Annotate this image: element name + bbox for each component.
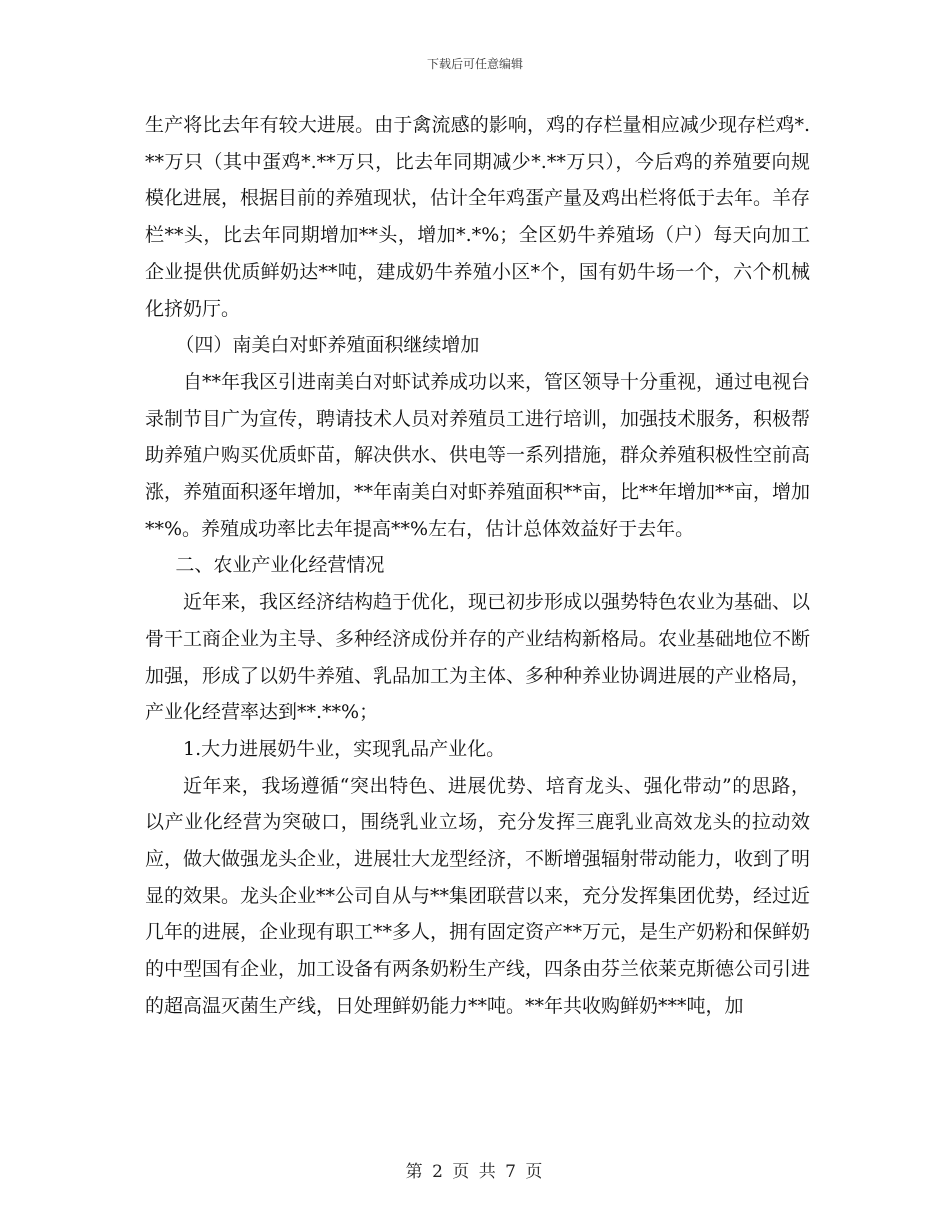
section-heading-shrimp: （四）南美白对虾养殖面积继续增加: [175, 334, 480, 357]
subheading-dairy: 1.大力进展奶牛业，实现乳品产业化。: [183, 737, 506, 760]
section-heading-industrialization: 二、农业产业化经营情况: [175, 554, 385, 577]
page-footer: 第 2 页 共 7 页: [405, 1162, 545, 1182]
paragraph-shrimp: 自**年我区引进南美白对虾试养成功以来，管区领导十分重视，通过电视台录制节目广为宣传，聘请技术人员对养殖员工进行培训，加强技术服务，积极帮助养殖户购买优质虾苗，解决供水、供电等一系列措施，群众养殖积极性空前高涨，养殖面积逐年增加，**年南美白对虾养殖面积**亩，比**年增加**亩，增加**%。养殖成功率比去年提高**%左右，估计总体效益好于去年。: [145, 370, 811, 540]
document-body: [145, 107, 810, 1025]
paragraph-dairy: 近年来，我场遵循“突出特色、进展优势、培育龙头、强化带动”的思路，以产业化经营为突破口，围绕乳业立场，充分发挥三鹿乳业高效龙头的拉动效应，做大做强龙头企业，进展壮大龙型经济，不断增强辐射带动能力，收到了明显的效果。龙头企业**公司自从与**集团联营以来，充分发挥集团优势，经过近几年的进展，企业现有职工**多人，拥有固定资产**万元，是生产奶粉和保鲜奶的中型国有企业，加工设备有两条奶粉生产线，四条由芬兰依莱克斯德公司引进的超高温灭菌生产线，日处理鲜奶能力**吨。**年共收购鲜奶***吨，加: [145, 774, 811, 1017]
page-header: 下载后可任意编辑: [426, 57, 523, 71]
paragraph-structure: 近年来，我区经济结构趋于优化，现已初步形成以强势特色农业为基础、以骨干工商企业为主导、多种经济成份并存的产业结构新格局。农业基础地位不断加强，形成了以奶牛养殖、乳品加工为主体、多种种养业协调进展的产业格局，产业化经营率达到**.**%；: [145, 591, 811, 724]
paragraph-continuation: 生产将比去年有较大进展。由于禽流感的影响，鸡的存栏量相应减少现存栏鸡*.**万只（其中蛋鸡*.**万只，比去年同期减少*.**万只），今后鸡的养殖要向规模化进展，根据目前的养殖现状，估计全年鸡蛋产量及鸡出栏将低于去年。羊存栏**头，比去年同期增加**头，增加*.*%；全区奶牛养殖场（户）每天向加工企业提供优质鲜奶达**吨，建成奶牛养殖小区*个，国有奶牛场一个，六个机械化挤奶厅。: [145, 114, 811, 320]
